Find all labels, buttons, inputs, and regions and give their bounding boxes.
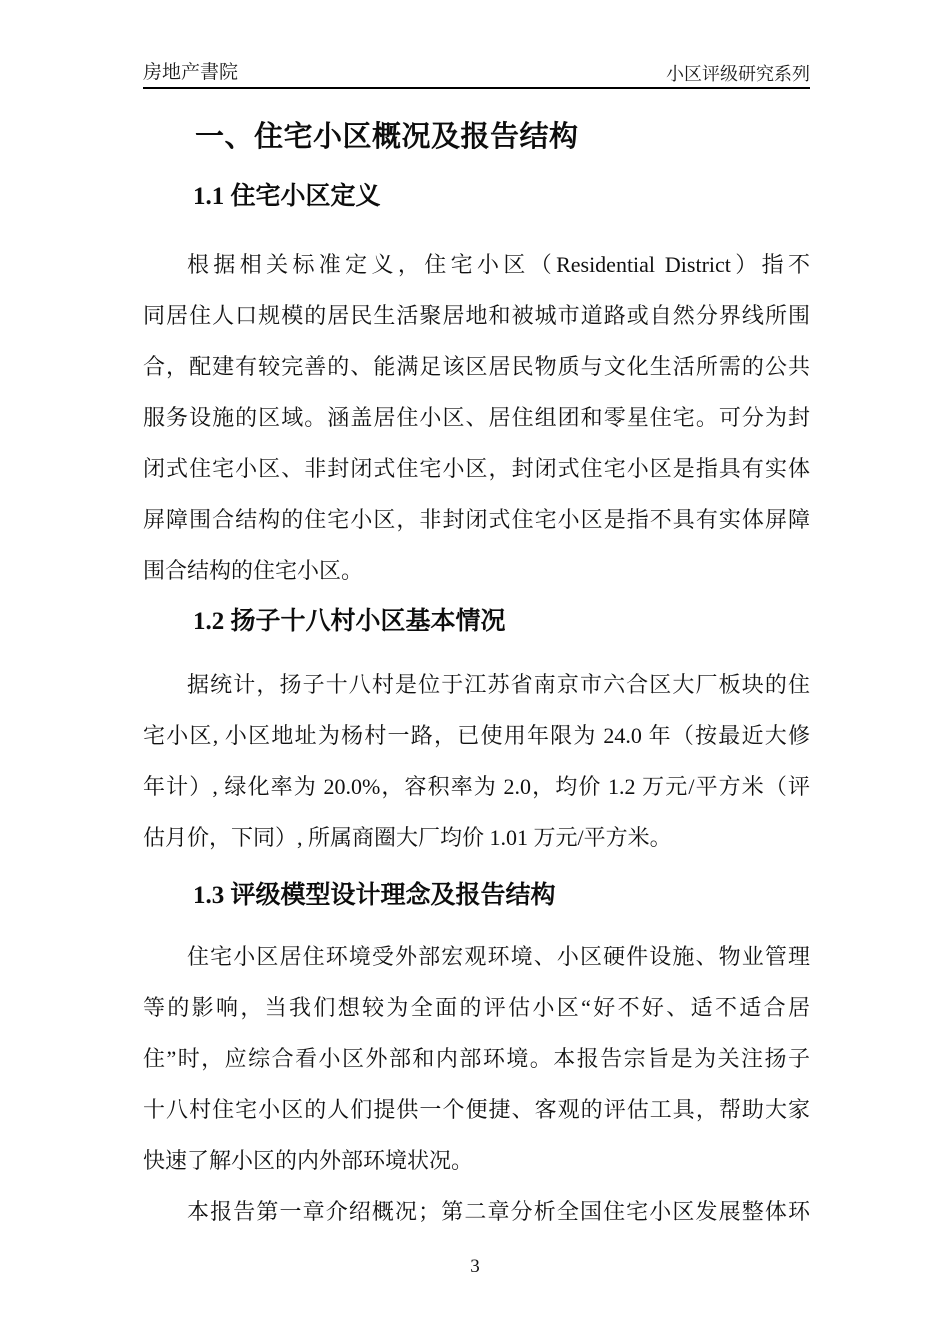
body-line: 据统计，扬子十八村是位于江苏省南京市六合区大厂板块的住 xyxy=(187,672,810,697)
header-right-text: 小区评级研究系列 xyxy=(666,64,810,84)
body-line: 合，配建有较完善的、能满足该区居民物质与文化生活所需的公共 xyxy=(143,354,810,379)
header-divider xyxy=(143,87,810,89)
body-line: 围合结构的住宅小区。 xyxy=(143,558,364,583)
body-line: 住”时，应综合看小区外部和内部环境。本报告宗旨是为关注扬子 xyxy=(143,1046,810,1071)
document-title: 一、住宅小区概况及报告结构 xyxy=(195,121,579,153)
section-heading: 1.3 评级模型设计理念及报告结构 xyxy=(193,882,556,909)
paragraph xyxy=(143,1186,810,1237)
paragraph xyxy=(143,659,810,863)
paragraph xyxy=(143,239,810,596)
body-line: 屏障围合结构的住宅小区，非封闭式住宅小区是指不具有实体屏障 xyxy=(143,507,810,532)
body-line: 住宅小区居住环境受外部宏观环境、小区硬件设施、物业管理 xyxy=(187,944,810,969)
section-heading: 1.2 扬子十八村小区基本情况 xyxy=(193,608,506,635)
body-line: 闭式住宅小区、非封闭式住宅小区，封闭式住宅小区是指具有实体 xyxy=(143,456,810,481)
body-line: 本报告第一章介绍概况；第二章分析全国住宅小区发展整体环 xyxy=(187,1199,810,1224)
section-heading: 1.1 住宅小区定义 xyxy=(193,183,381,210)
body-line: 根据相关标准定义，住宅小区（Residential District）指不 xyxy=(187,252,810,277)
body-line: 服务设施的区域。涵盖居住小区、居住组团和零星住宅。可分为封 xyxy=(143,405,810,430)
body-line: 年计）, 绿化率为 20.0%，容积率为 2.0，均价 1.2 万元/平方米（评 xyxy=(143,774,810,799)
body-line: 宅小区, 小区地址为杨村一路，已使用年限为 24.0 年（按最近大修 xyxy=(143,723,810,748)
body-line: 同居住人口规模的居民生活聚居地和被城市道路或自然分界线所围 xyxy=(143,303,810,328)
body-line: 快速了解小区的内外部环境状况。 xyxy=(143,1148,474,1173)
body-line: 十八村住宅小区的人们提供一个便捷、客观的评估工具，帮助大家 xyxy=(143,1097,810,1122)
page-number: 3 xyxy=(470,1256,480,1277)
body-line: 等的影响，当我们想较为全面的评估小区“好不好、适不适合居 xyxy=(143,995,810,1020)
body-line: 估月价，下同）, 所属商圈大厂均价 1.01 万元/平方米。 xyxy=(143,825,672,850)
header-left-text: 房地产書院 xyxy=(143,62,239,83)
paragraph xyxy=(143,931,810,1186)
